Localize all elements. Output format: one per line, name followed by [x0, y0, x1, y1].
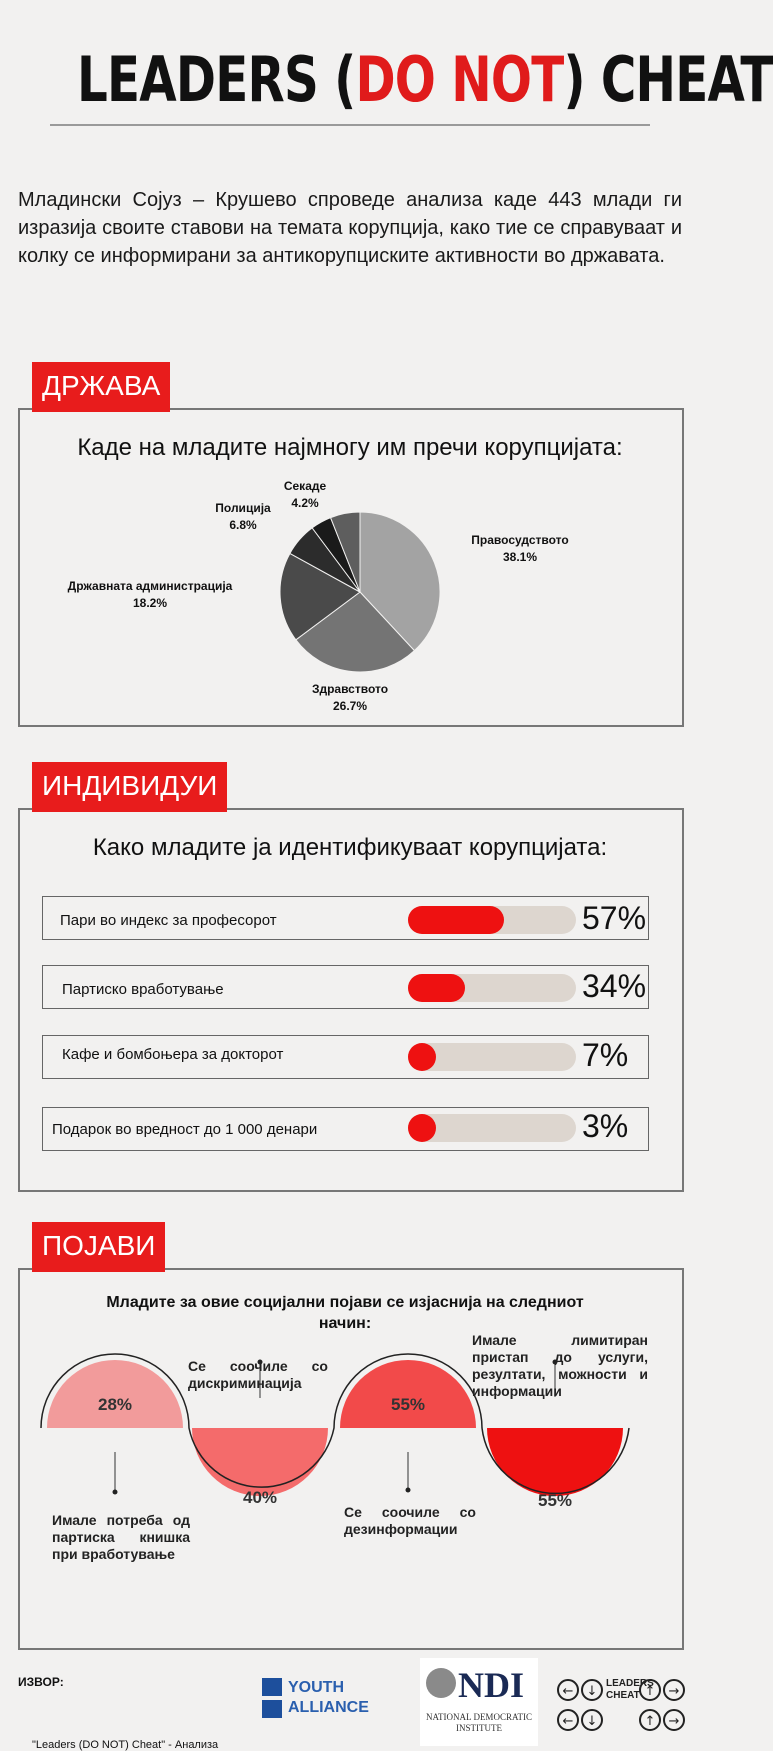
- svg-text:↑: ↑: [644, 1714, 656, 1729]
- semi-value-4: 55%: [537, 1491, 573, 1510]
- ndi-text: NDI: [458, 1665, 525, 1705]
- page-title: [77, 40, 773, 120]
- semi-label-2: Се соочиле со дискриминација: [188, 1358, 328, 1391]
- semicircle-1: [47, 1360, 183, 1428]
- leaders-cheat-text: LEADERS CHEAT: [606, 1678, 654, 1701]
- source-label: ИЗВОР:: [18, 1675, 64, 1689]
- title-part-red: DO NOT: [355, 43, 564, 116]
- ndi-logo: [420, 1658, 538, 1746]
- pie-label-everywhere-value: 4.2%: [291, 496, 319, 510]
- svg-text:→: →: [668, 1714, 680, 1729]
- intro-paragraph: Младински Сојуз – Крушево спроведе анализа каде 443 млади ги изразија своите ставови на темата корупција, како тие се справуваат и колку се информирани за антикорупциските активности во државата.: [18, 189, 682, 267]
- pie-label-health-name: Здравството: [311, 682, 389, 696]
- semi-value-3: 55%: [390, 1395, 426, 1414]
- phenomena-title: Младите за овие социјални појави се изјаснија на следниот начин:: [106, 1294, 584, 1332]
- semi-value-1: 28%: [97, 1395, 133, 1414]
- pie-label-health-value: 26.7%: [332, 699, 368, 713]
- individuals-title: Како младите ја идентификуваат корупцијата:: [92, 834, 608, 861]
- globe-icon: [426, 1668, 456, 1698]
- youth-alliance-squares: [262, 1678, 282, 1718]
- semi-label-4: Имале лимитиран пристап до услуги, резултати, можности и информации: [472, 1332, 648, 1399]
- svg-text:←: ←: [562, 1684, 574, 1699]
- pie-label-justice: [455, 532, 585, 566]
- pie-label-justice-name: Правосудството: [471, 533, 569, 547]
- pie-label-administration-name: Државната администрација: [67, 579, 233, 593]
- pie-label-police-value: 6.8%: [229, 518, 257, 532]
- state-tag: ДРЖАВА: [32, 362, 170, 412]
- bar-fill-professor: [408, 906, 504, 934]
- youth-alliance-logo: [262, 1676, 407, 1720]
- bar-label-doctor: Кафе и бомбоњера за докторот: [62, 1046, 284, 1063]
- bar-value-party: 34%: [582, 968, 647, 1004]
- svg-text:↓: ↓: [586, 1714, 598, 1729]
- bar-fill-gift: [408, 1114, 436, 1142]
- pie-label-justice-value: 38.1%: [502, 550, 538, 564]
- pie-label-everywhere-name: Секаде: [283, 479, 327, 493]
- title-part-2: ) CHEAT: [563, 43, 773, 116]
- semi-label-3: Се соочиле со дезинформации: [344, 1504, 476, 1537]
- bar-label-professor: Пари во индекс за професорот: [60, 912, 277, 929]
- bar-label-party: Партиско вработување: [62, 981, 224, 998]
- title-divider: [50, 124, 650, 126]
- pie-label-administration-value: 18.2%: [132, 596, 168, 610]
- semicircle-2: [192, 1428, 328, 1496]
- semi-label-1: Имале потреба од партиска книшка при вработување: [52, 1512, 190, 1562]
- semicircle-3: [340, 1360, 476, 1428]
- ndi-subtitle: NATIONAL DEMOCRATIC INSTITUTE: [426, 1712, 532, 1733]
- semicircle-4: [487, 1428, 623, 1496]
- individuals-tag: ИНДИВИДУИ: [32, 762, 227, 812]
- bar-value-gift: 3%: [582, 1108, 629, 1144]
- pie-label-everywhere: [270, 478, 340, 512]
- bar-value-doctor: 7%: [582, 1037, 629, 1073]
- bar-fill-party: [408, 974, 465, 1002]
- leaders-cheat-logo: [556, 1676, 686, 1734]
- svg-text:↑: ↑: [644, 1684, 656, 1699]
- bar-label-gift: Подарок во вредност до 1 000 денари: [52, 1121, 318, 1138]
- pie-label-administration: [45, 578, 255, 612]
- state-title: Каде на младите најмногу им пречи корупцијата:: [77, 434, 623, 461]
- svg-text:←: ←: [562, 1714, 574, 1729]
- semi-value-2: 40%: [242, 1488, 278, 1507]
- svg-text:→: →: [668, 1684, 680, 1699]
- bar-track-party: [408, 974, 576, 1002]
- source-text: "Leaders (DO NOT) Cheat" - Анализа: [32, 1739, 219, 1751]
- pie-label-police-name: Полиција: [215, 501, 271, 515]
- leader-dot-3: [406, 1488, 411, 1493]
- bar-track-professor: [408, 906, 576, 934]
- pie-chart: [270, 502, 450, 682]
- svg-text:↓: ↓: [586, 1684, 598, 1699]
- leader-dot-1: [113, 1490, 118, 1495]
- phenomena-tag: ПОЈАВИ: [32, 1222, 165, 1272]
- bar-track-doctor: [408, 1043, 576, 1071]
- youth-alliance-text: YOUTH ALLIANCE: [288, 1679, 369, 1716]
- bar-track-gift: [408, 1114, 576, 1142]
- title-part-1: LEADERS (: [77, 43, 356, 116]
- bar-value-professor: 57%: [582, 900, 647, 936]
- pie-label-health: [295, 681, 405, 715]
- bar-fill-doctor: [408, 1043, 436, 1071]
